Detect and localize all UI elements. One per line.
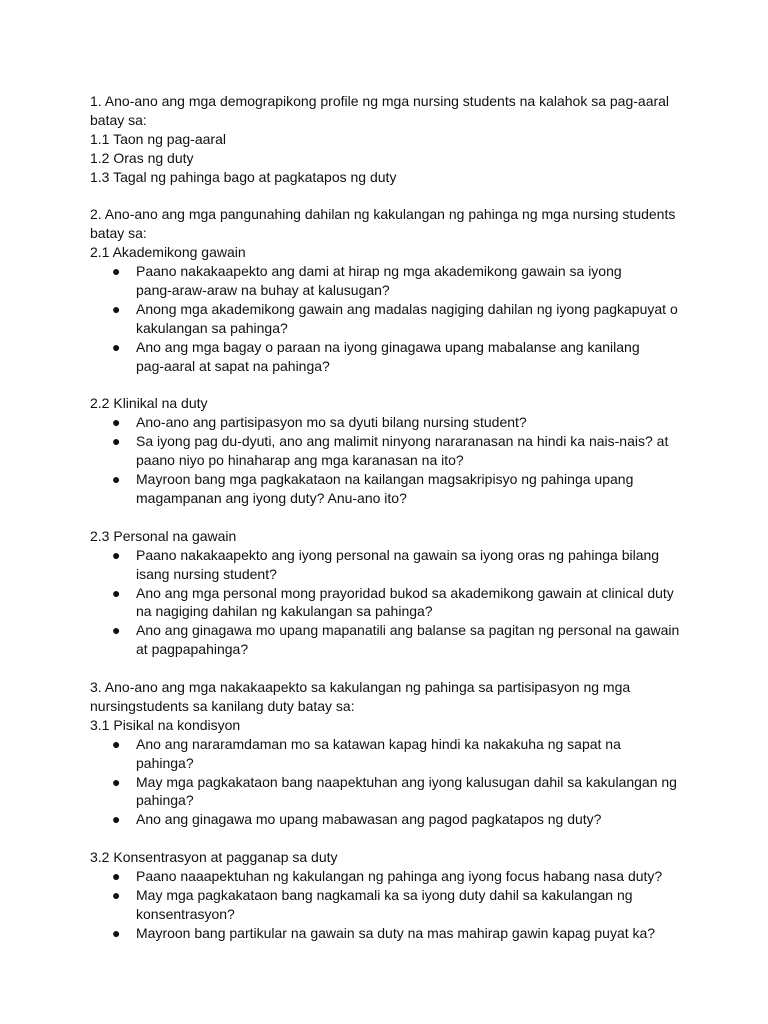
section-2-2 [90, 394, 690, 507]
bullet-icon: ● [112, 584, 121, 601]
bullet-list [90, 867, 690, 943]
subitem: 1.1 Taon ng pag-aaral [90, 130, 226, 147]
bullet-icon: ● [112, 886, 121, 903]
bullet-icon: ● [112, 773, 121, 790]
bullet-icon: ● [112, 433, 121, 450]
list-item: ● Mayroon bang partikular na gawain sa duty na mas mahirap gawin kapag puyat ka? [112, 924, 656, 941]
section-3-2 [90, 848, 690, 943]
question-heading: 3. Ano-ano ang mga nakakaapekto sa kakulangan ng pahinga sa partisipasyon ng mga [90, 679, 631, 696]
list-item: ● Ano ang ginagawa mo upang mabawasan ang pagod pagkatapos ng duty? [112, 811, 602, 828]
bullet-icon: ● [112, 338, 121, 355]
list-item: ● Paano nakakaapekto ang iyong personal na gawain sa iyong oras ng pahinga bilang isang nursing student? [112, 546, 660, 582]
subsection-title: 2.2 Klinikal na duty [90, 395, 208, 412]
question-heading: 2. Ano-ano ang mga pangunahing dahilan ng kakulangan ng pahinga ng mga nursing students [90, 206, 676, 223]
list-item: ● May mga pagkakataon bang naapektuhan ang iyong kalusugan dahil sa kakulangan ng pahinga? [112, 773, 677, 809]
list-item: ● Ano-ano ang partisipasyon mo sa dyuti bilang nursing student? [112, 414, 527, 431]
question-heading: 1. Ano-ano ang mga demograpikong profile ng mga nursing students na kalahok sa pag-aaral [90, 93, 670, 109]
section-2-3 [90, 527, 690, 659]
bullet-icon: ● [112, 471, 121, 488]
section-3-1 [90, 678, 690, 829]
bullet-icon: ● [112, 735, 121, 752]
question-heading: batay sa: [90, 111, 147, 128]
bullet-icon: ● [112, 414, 121, 431]
bullet-icon: ● [112, 924, 121, 941]
bullet-icon: ● [112, 622, 121, 639]
list-item: ● Ano ang ginagawa mo upang mapanatili ang balanse sa pagitan ng personal na gawain at pagpapahinga? [112, 622, 680, 658]
list-item: ● Ano ang mga personal mong prayoridad bukod sa akademikong gawain at clinical duty na nagiging dahilan ng kakulangan sa pahinga? [112, 584, 674, 620]
list-item: ● Paano nakakaapekto ang dami at hirap ng mga akademikong gawain sa iyong pang-araw-araw na buhay at kalusugan? [112, 263, 622, 299]
section-1 [90, 92, 690, 187]
bullet-icon: ● [112, 300, 121, 317]
bullet-list [90, 546, 690, 659]
subsection-title: 2.1 Akademikong gawain [90, 244, 246, 261]
list-item: ● Anong mga akademikong gawain ang madalas nagiging dahilan ng iyong pagkapuyat o kakulangan sa pahinga? [112, 300, 678, 336]
list-item: ● Ano ang nararamdaman mo sa katawan kapag hindi ka nakakuha ng sapat na pahinga? [112, 735, 621, 771]
subsection-title: 2.3 Personal na gawain [90, 527, 237, 544]
list-item: ● Mayroon bang mga pagkakataon na kailangan magsakripisyo ng pahinga upang magampanan ang iyong duty? Anu-ano ito? [112, 471, 634, 506]
list-item: ● Ano ang mga bagay o paraan na iyong ginagawa upang mabalanse ang kanilang pag-aaral at sapat na pahinga? [112, 338, 640, 374]
bullet-icon: ● [112, 811, 121, 828]
bullet-list [90, 413, 690, 508]
list-item: ● Sa iyong pag du-dyuti, ano ang malimit ninyong nararanasan na hindi ka nais-nais? at paano niyo po hinaharap ang mga karanasan na ito? [112, 433, 669, 469]
list-item: ● Paano naaapektuhan ng kakulangan ng pahinga ang iyong focus habang nasa duty? [112, 868, 663, 885]
bullet-icon: ● [112, 263, 121, 280]
document-body [90, 92, 690, 962]
list-item: ● May mga pagkakataon bang nagkamali ka sa iyong duty dahil sa kakulangan ng konsentrasyon? [112, 886, 633, 922]
subsection-title: 3.1 Pisikal na kondisyon [90, 716, 241, 733]
bullet-list [90, 735, 690, 830]
subitem: 1.3 Tagal ng pahinga bago at pagkatapos ng duty [90, 168, 397, 185]
bullet-list [90, 262, 690, 375]
bullet-icon: ● [112, 868, 121, 885]
question-heading: batay sa: [90, 225, 147, 242]
subitem: 1.2 Oras ng duty [90, 149, 194, 166]
section-2-1 [90, 205, 690, 375]
subsection-title: 3.2 Konsentrasyon at pagganap sa duty [90, 849, 338, 866]
question-heading: nursingstudents sa kanilang duty batay sa: [90, 697, 355, 714]
bullet-icon: ● [112, 546, 121, 563]
